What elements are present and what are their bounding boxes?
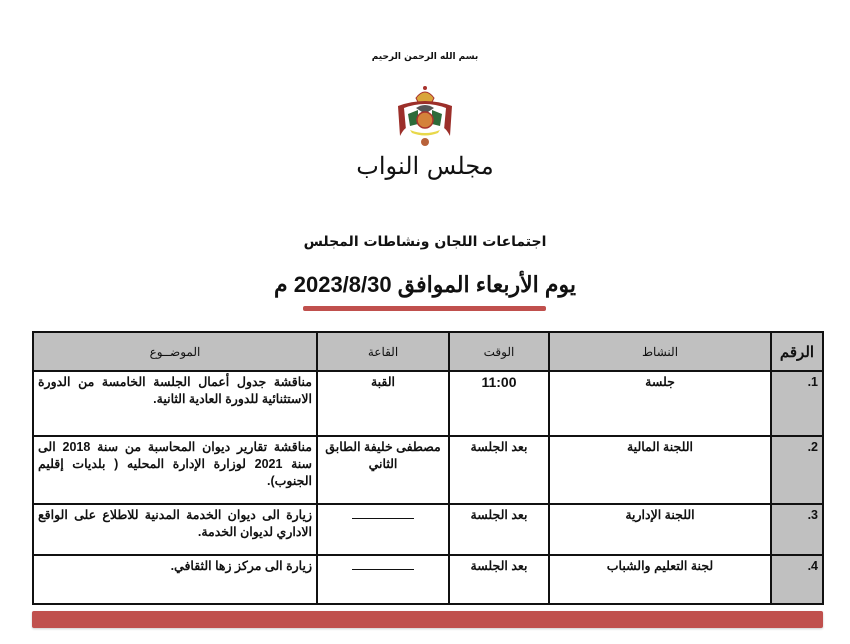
column-header-topic: الموضــوع (33, 332, 317, 371)
basmala: بسم الله الرحمن الرحيم (371, 52, 479, 62)
row-hall-empty (317, 555, 449, 604)
document-subtitle: اجتماعات اللجان ونشاطات المجلس (303, 234, 547, 250)
institution-name: مجلس النواب (356, 152, 494, 180)
row-time: بعد الجلسة (449, 504, 549, 555)
jordan-coat-of-arms-icon (388, 84, 462, 150)
row-activity: جلسة (549, 371, 771, 436)
row-hall: مصطفى خليفة الطابق الثاني (317, 436, 449, 504)
title-underline (303, 306, 546, 311)
row-time: بعد الجلسة (449, 555, 549, 604)
table-row (33, 436, 823, 504)
row-activity: لجنة التعليم والشباب (549, 555, 771, 604)
empty-dash (352, 518, 414, 519)
row-number: 4. (771, 555, 823, 604)
column-header-activity: النشاط (549, 332, 771, 371)
row-number: 1. (771, 371, 823, 436)
row-activity: اللجنة المالية (549, 436, 771, 504)
table-row (33, 371, 823, 436)
table-row (33, 555, 823, 604)
table-header-row (33, 332, 823, 371)
schedule-table (32, 331, 824, 605)
row-topic: زيارة الى ديوان الخدمة المدنية للاطلاع على الواقع الاداري لديوان الخدمة. (33, 504, 317, 555)
row-topic: مناقشة تقارير ديوان المحاسبة من سنة 2018 الى سنة 2021 لوزارة الإدارة المحليه ( بلديات إقليم الجنوب). (33, 436, 317, 504)
row-time: 11:00 (449, 371, 549, 436)
row-hall-empty (317, 504, 449, 555)
column-header-number: الرقم (771, 332, 823, 371)
row-activity: اللجنة الإدارية (549, 504, 771, 555)
table-row (33, 504, 823, 555)
row-hall: القبة (317, 371, 449, 436)
footer-bar (32, 611, 823, 628)
date-title: يوم الأربعاء الموافق 2023/8/30 م (274, 272, 576, 297)
row-time: بعد الجلسة (449, 436, 549, 504)
column-header-time: الوقت (449, 332, 549, 371)
column-header-hall: القاعة (317, 332, 449, 371)
row-topic: زيارة الى مركز زها الثقافي. (33, 555, 317, 604)
empty-dash (352, 569, 414, 570)
row-topic: مناقشة جدول أعمال الجلسة الخامسة من الدورة الاستثنائية للدورة العادية الثانية. (33, 371, 317, 436)
row-number: 2. (771, 436, 823, 504)
row-number: 3. (771, 504, 823, 555)
